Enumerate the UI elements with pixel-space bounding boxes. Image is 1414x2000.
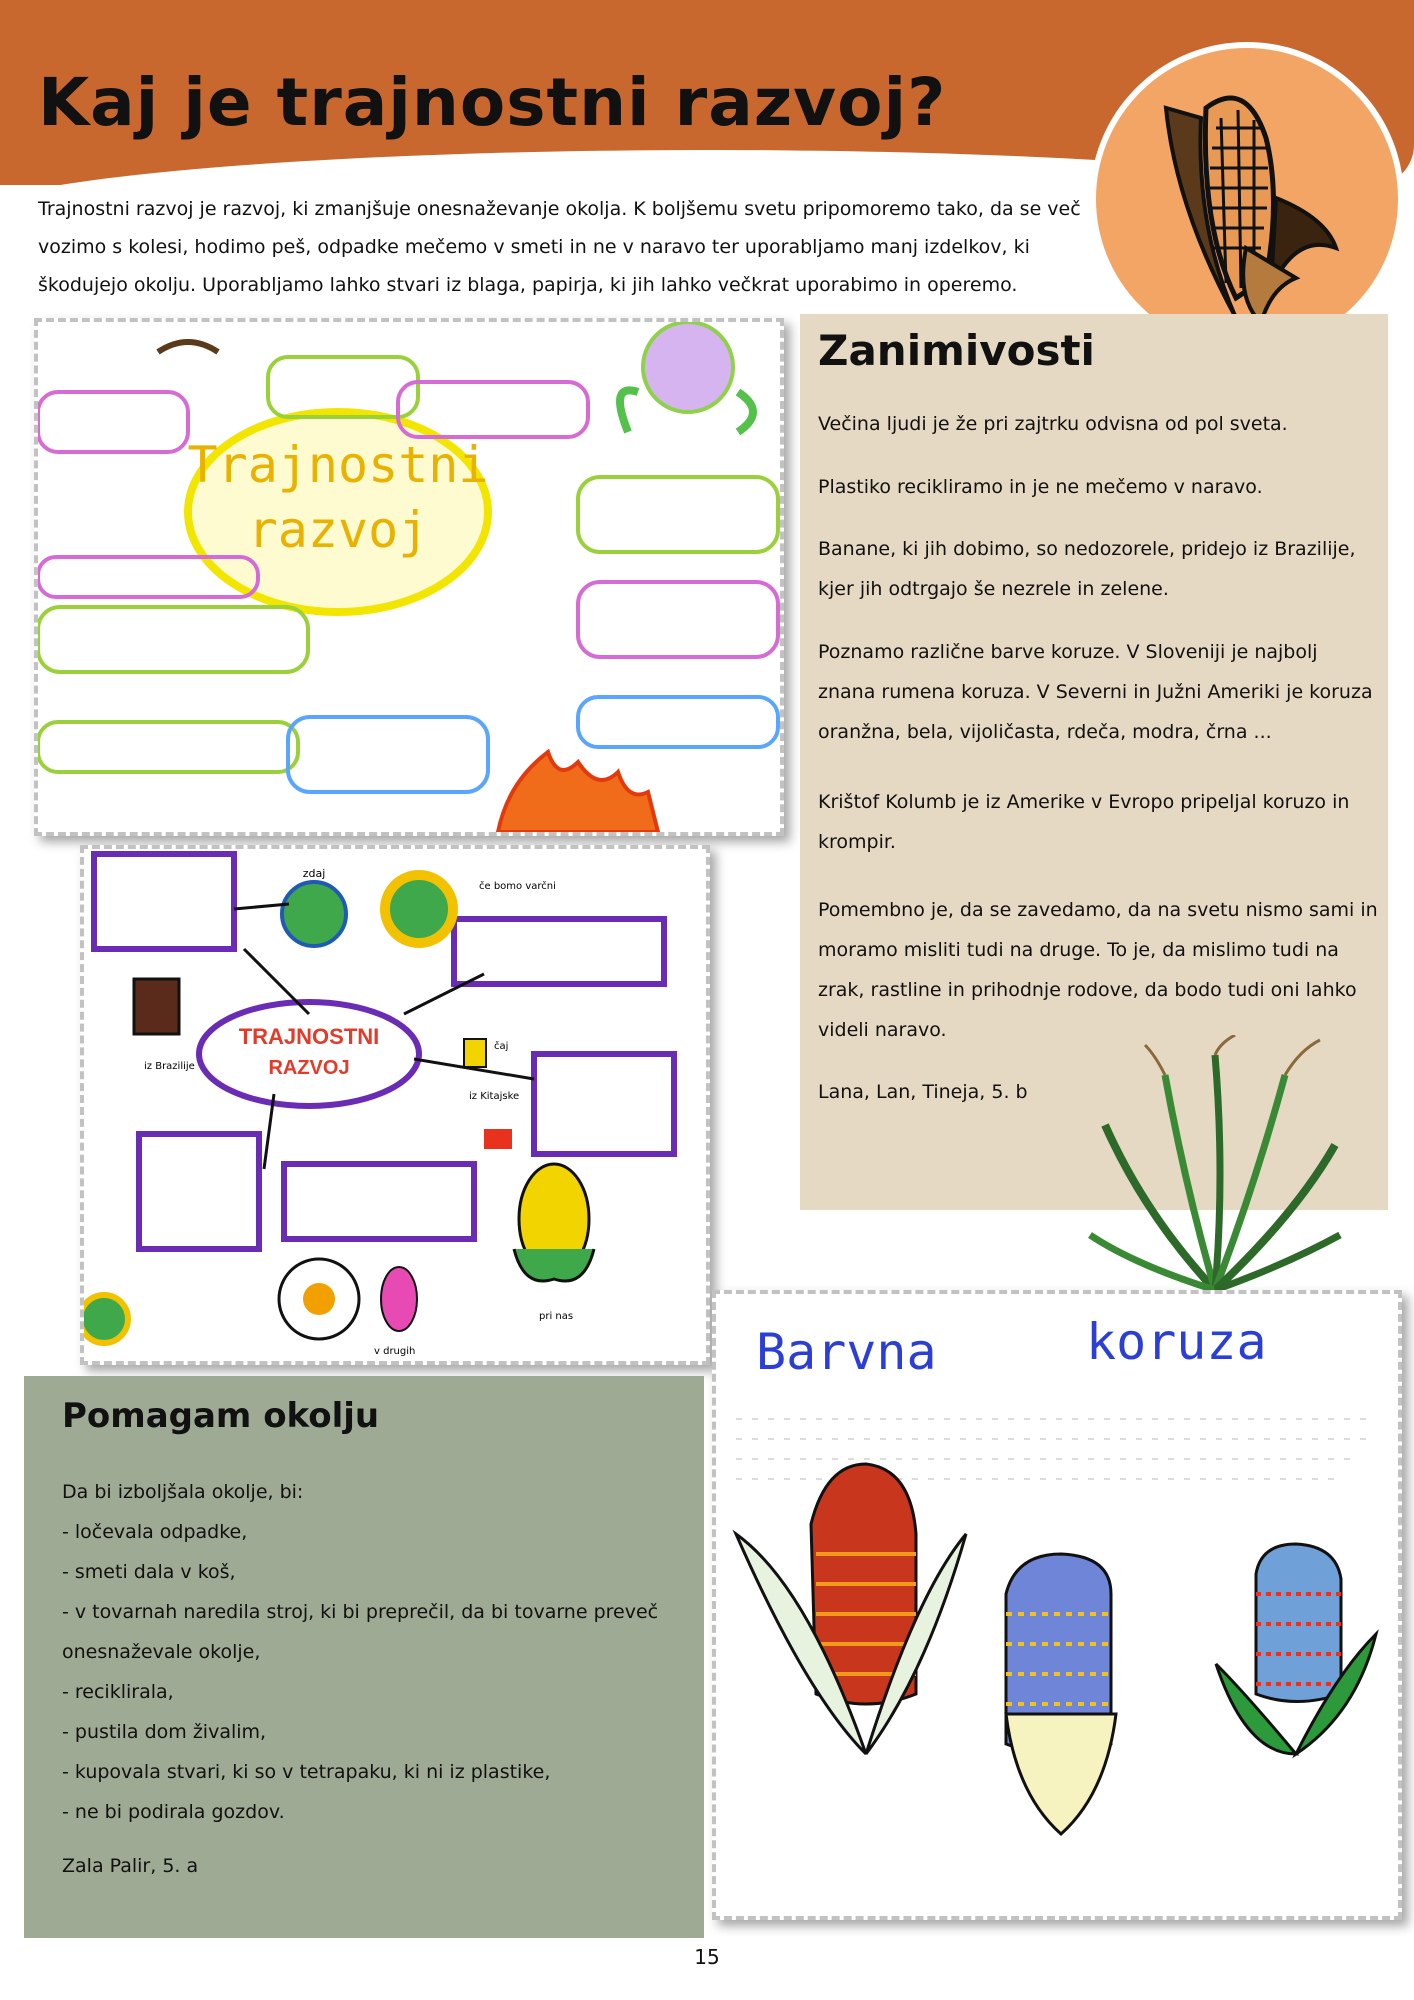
help-line: - smeti dala v koš, xyxy=(62,1561,236,1583)
label-v-drugih: v drugih xyxy=(374,1346,416,1357)
page-number: 15 xyxy=(694,1945,720,1969)
drawing-title-word1: Barvna xyxy=(756,1323,937,1381)
help-line: - pustila dom živalim, xyxy=(62,1721,267,1743)
mind-map-drawing-2 xyxy=(80,845,710,1365)
colored-corn-drawing xyxy=(712,1290,1402,1920)
fact-paragraph: Banane, ki jih dobimo, so nedozorele, pridejo iz Brazilije, kjer jih odtrgajo še nezrele in zelene. xyxy=(818,538,1356,600)
mind-map-center-line1: Trajnostni xyxy=(187,436,489,494)
help-line: - ne bi podirala gozdov. xyxy=(62,1801,285,1823)
grass-plant-illustration xyxy=(1085,1035,1345,1295)
label-pri-nas: pri nas xyxy=(539,1311,574,1322)
mind-map-2-center-line1: TRAJNOSTNI xyxy=(238,1024,380,1049)
help-line: Da bi izboljšala okolje, bi: xyxy=(62,1481,304,1503)
fact-signature: Lana, Lan, Tineja, 5. b xyxy=(818,1081,1028,1103)
facts-title: Zanimivosti xyxy=(818,326,1095,375)
help-title: Pomagam okolju xyxy=(62,1396,380,1436)
help-box xyxy=(24,1376,704,1938)
fact-paragraph: Poznamo različne barve koruze. V Sloveniji je najbolj znana rumena koruza. V Severni in Južni Ameriki je koruza oranžna, bela, vijoličasta, rdeča, modra, črna ... xyxy=(818,641,1373,743)
page-title: Kaj je trajnostni razvoj? xyxy=(38,64,947,141)
help-line: - kupovala stvari, ki so v tetrapaku, ki ni iz plastike, xyxy=(62,1761,551,1783)
fact-paragraph: Krištof Kolumb je iz Amerike v Evropo pripeljal koruzo in krompir. xyxy=(818,791,1350,853)
mind-map-center-line2: razvoj xyxy=(247,501,429,559)
label-ce-bomo-varcni: če bomo varčni xyxy=(479,881,556,892)
mind-map-2-illustration xyxy=(84,849,706,1361)
colored-corn-illustration xyxy=(716,1294,1398,1916)
help-list xyxy=(62,1472,658,1886)
label-caj: čaj xyxy=(494,1041,509,1052)
fact-paragraph: Plastiko recikliramo in je ne mečemo v naravo. xyxy=(818,476,1263,498)
mind-map-illustration xyxy=(38,322,780,832)
mind-map-drawing xyxy=(34,318,784,836)
label-zdaj: zdaj xyxy=(302,867,326,880)
fact-paragraph: Pomembno je, da se zavedamo, da na svetu nismo sami in moramo misliti tudi na druge. To je, da mislimo tudi na zrak, rastline in prihodnje rodove, da bodo tudi oni lahko videli naravo. xyxy=(818,899,1378,1041)
corn-badge xyxy=(1090,42,1404,356)
help-line: onesnaževale okolje, xyxy=(62,1641,261,1663)
corn-cob-icon xyxy=(1096,48,1398,350)
mind-map-2-center-line2: RAZVOJ xyxy=(268,1057,350,1079)
help-signature: Zala Palir, 5. a xyxy=(62,1855,199,1877)
label-iz-brazilije: iz Brazilije xyxy=(144,1061,195,1072)
intro-paragraph: Trajnostni razvoj je razvoj, ki zmanjšuje onesnaževanje okolja. K boljšemu svetu pripomoremo tako, da se več vozimo s kolesi, hodimo peš, odpadke mečemo v smeti in ne v naravo ter uporabljamo manj izdelkov, ki škodujejo okolju. Uporabljamo lahko stvari iz blaga, papirja, ki jih lahko večkrat uporabimo in operemo. xyxy=(38,198,1081,296)
help-line: - reciklirala, xyxy=(62,1681,174,1703)
fact-paragraph: Večina ljudi je že pri zajtrku odvisna od pol sveta. xyxy=(818,413,1288,435)
drawing-title-word2: koruza xyxy=(1086,1313,1267,1371)
help-line: - v tovarnah naredila stroj, ki bi preprečil, da bi tovarne preveč xyxy=(62,1601,659,1623)
label-iz-kitajske: iz Kitajske xyxy=(469,1091,520,1102)
help-line: - ločevala odpadke, xyxy=(62,1521,248,1543)
